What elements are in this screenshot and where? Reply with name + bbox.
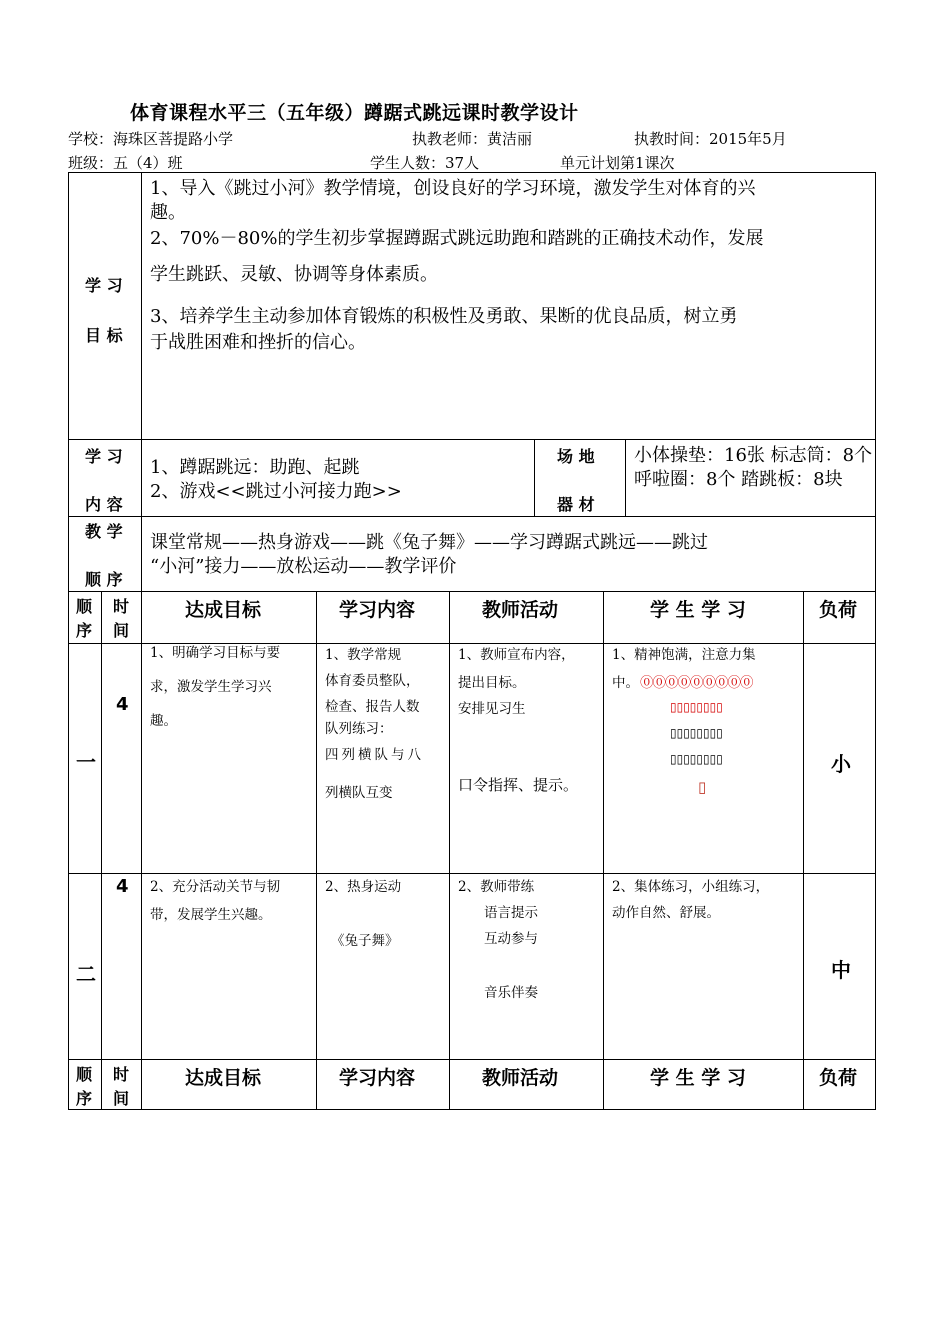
row-1-student-line-2: 中。 [612,675,639,691]
formation-line-2: ▯▯▯▯▯▯▯▯ [670,726,723,740]
objective-1-line-2: 趣。 [150,202,186,223]
header-2-time-cell [101,1059,142,1110]
header-2-order-cell [68,1059,102,1110]
row-1-load-cell [803,643,876,874]
row-2-teacher-line-3: 互动参与 [484,931,538,947]
header-load-cell [803,591,876,644]
header-goal: 达成目标 [185,599,262,621]
school-info: 学校：海珠区菩提路小学 [68,130,234,148]
header-2-load: 负荷 [819,1067,858,1089]
header-learn-cell [316,591,450,644]
header-2-goal-cell [141,1059,317,1110]
header-2-order-top: 顺 [76,1065,93,1084]
sequence-line-1: 课堂常规——热身游戏——跳《兔子舞》——学习蹲踞式跳远——跳过 [150,532,708,553]
header-time-cell [101,591,142,644]
header-2-order-bottom: 序 [76,1089,93,1108]
header-2-time-bottom: 间 [113,1089,130,1108]
header-2-time-top: 时 [113,1065,130,1084]
row-2-time-cell [101,873,142,1060]
objective-1-line-1: 1、导入《跳过小河》教学情境，创设良好的学习环境，激发学生对体育的兴 [150,178,756,199]
row-1-load: 小 [831,752,851,776]
formation-line-3: ▯▯▯▯▯▯▯▯ [670,752,723,766]
row-1-goal-line-2: 求，激发学生学习兴 [150,679,272,695]
row-2-student-line-1: 2、集体练习，小组练习， [612,879,770,895]
equipment-cell [625,439,876,517]
header-learn: 学习内容 [339,599,416,621]
row-2-learn-cell [316,873,450,1060]
header-2-student-cell [603,1059,804,1110]
row-1-goal-cell [141,643,317,874]
venue-label-bottom: 器 材 [557,495,595,514]
objective-2-line-2: 学生跳跃、灵敏、协调等身体素质。 [150,264,438,285]
header-time-top: 时 [113,597,130,616]
header-2-student: 学 生 学 习 [650,1067,746,1089]
row-2-order: 二 [76,962,96,986]
student-count: 学生人数：37人 [370,154,480,172]
header-teacher: 教师活动 [482,599,559,621]
row-2-load-cell [803,873,876,1060]
teacher-info: 执教老师：黄洁丽 [412,130,533,148]
row-2-time: 4 [116,876,129,897]
row-2-teacher-cell [449,873,604,1060]
objective-3-line-2: 于战胜困难和挫折的信心。 [150,332,366,353]
objectives-label-top: 学 习 [85,276,123,295]
class-info: 班级：五（4）班 [68,154,183,172]
row-2-learn-line-1: 2、热身运动 [325,879,402,895]
sequence-label-cell [68,516,142,592]
header-order-top: 顺 [76,597,93,616]
row-1-learn-cell [316,643,450,874]
header-student-cell [603,591,804,644]
content-line-2: 2、游戏<<跳过小河接力跑>> [150,481,402,502]
header-load: 负荷 [819,599,858,621]
header-2-teacher: 教师活动 [482,1067,559,1089]
row-1-teacher-line-3: 安排见习生 [458,701,526,717]
row-2-goal-cell [141,873,317,1060]
row-1-learn-line-6: 列横队互变 [325,785,393,801]
objectives-content-cell [141,172,876,440]
row-1-teacher-line-2: 提出目标。 [458,675,526,691]
header-teacher-cell [449,591,604,644]
header-2-goal: 达成目标 [185,1067,262,1089]
equipment-line-2: 呼啦圈：8个 踏跳板：8块 [634,469,843,490]
header-order-bottom: 序 [76,621,93,640]
row-1-time: 4 [116,694,129,715]
row-1-learn-line-3: 检查、报告人数 [325,699,420,715]
sequence-content-cell [141,516,876,592]
row-1-teacher-line-4: 口令指挥、提示。 [458,776,579,794]
teacher-position-icon: ▯ [698,778,707,796]
row-2-teacher-line-1: 2、教师带练 [458,879,535,895]
header-goal-cell [141,591,317,644]
equipment-line-1: 小体操垫：16张 标志筒：8个 [634,445,873,466]
row-1-teacher-line-1: 1、教师宣布内容， [458,647,575,663]
header-time-bottom: 间 [113,621,130,640]
header-student: 学 生 学 习 [650,599,746,621]
row-2-student-cell [603,873,804,1060]
row-1-goal-line-1: 1、明确学习目标与要 [150,645,281,661]
row-2-teacher-line-2: 语言提示 [484,905,538,921]
objective-2-line-1: 2、70%－80%的学生初步掌握蹲踞式跳远助跑和踏跳的正确技术动作，发展 [150,228,764,249]
row-1-teacher-cell [449,643,604,874]
objective-3-line-1: 3、培养学生主动参加体育锻炼的积极性及勇敢、果断的优良品质，树立勇 [150,306,738,327]
sequence-label-bottom: 顺 序 [85,570,123,589]
row-1-student-cell [603,643,804,874]
venue-label-top: 场 地 [557,447,595,466]
formation-line-1: ▯▯▯▯▯▯▯▯ [670,700,723,714]
row-1-order-cell [68,643,102,874]
content-label-top: 学 习 [85,447,123,466]
row-2-goal-line-1: 2、充分活动关节与韧 [150,879,281,895]
row-2-order-cell [68,873,102,1060]
row-1-learn-line-5: 四列横队与八 [325,747,424,763]
row-1-learn-line-1: 1、教学常规 [325,647,402,663]
document-title: 体育课程水平三（五年级）蹲踞式跳远课时教学设计 [130,102,579,124]
formation-circles: ⓪⓪⓪⓪⓪⓪⓪⓪⓪ [640,675,753,691]
row-1-learn-line-2: 体育委员整队， [325,673,420,689]
header-order-cell [68,591,102,644]
venue-label-cell [534,439,626,517]
row-2-load: 中 [831,958,851,982]
time-info: 执教时间：2015年5月 [634,130,787,148]
row-1-order: 一 [76,750,96,774]
header-2-learn: 学习内容 [339,1067,416,1089]
header-2-load-cell [803,1059,876,1110]
row-1-time-cell [101,643,142,874]
header-2-teacher-cell [449,1059,604,1110]
content-cell [141,439,535,517]
content-line-1: 1、蹲踞跳远：助跑、起跳 [150,457,360,478]
lesson-plan-table [68,172,876,1110]
objectives-label-bottom: 目 标 [85,326,123,345]
row-1-learn-line-4: 队列练习： [325,721,393,737]
sequence-label-top: 教 学 [85,522,123,541]
objectives-label-cell [68,172,142,440]
row-2-teacher-line-4: 音乐伴奏 [484,985,538,1001]
row-1-goal-line-3: 趣。 [150,713,177,729]
header-2-learn-cell [316,1059,450,1110]
unit-plan: 单元计划第1课次 [560,154,675,172]
sequence-line-2: “小河”接力——放松运动——教学评价 [150,556,457,577]
row-1-student-line-1: 1、精神饱满，注意力集 [612,647,756,663]
row-2-goal-line-2: 带，发展学生兴趣。 [150,907,272,923]
content-label-bottom: 内 容 [85,495,123,514]
content-label-cell [68,439,142,517]
row-2-learn-line-2: 《兔子舞》 [331,933,399,949]
row-2-student-line-2: 动作自然、舒展。 [612,905,720,921]
